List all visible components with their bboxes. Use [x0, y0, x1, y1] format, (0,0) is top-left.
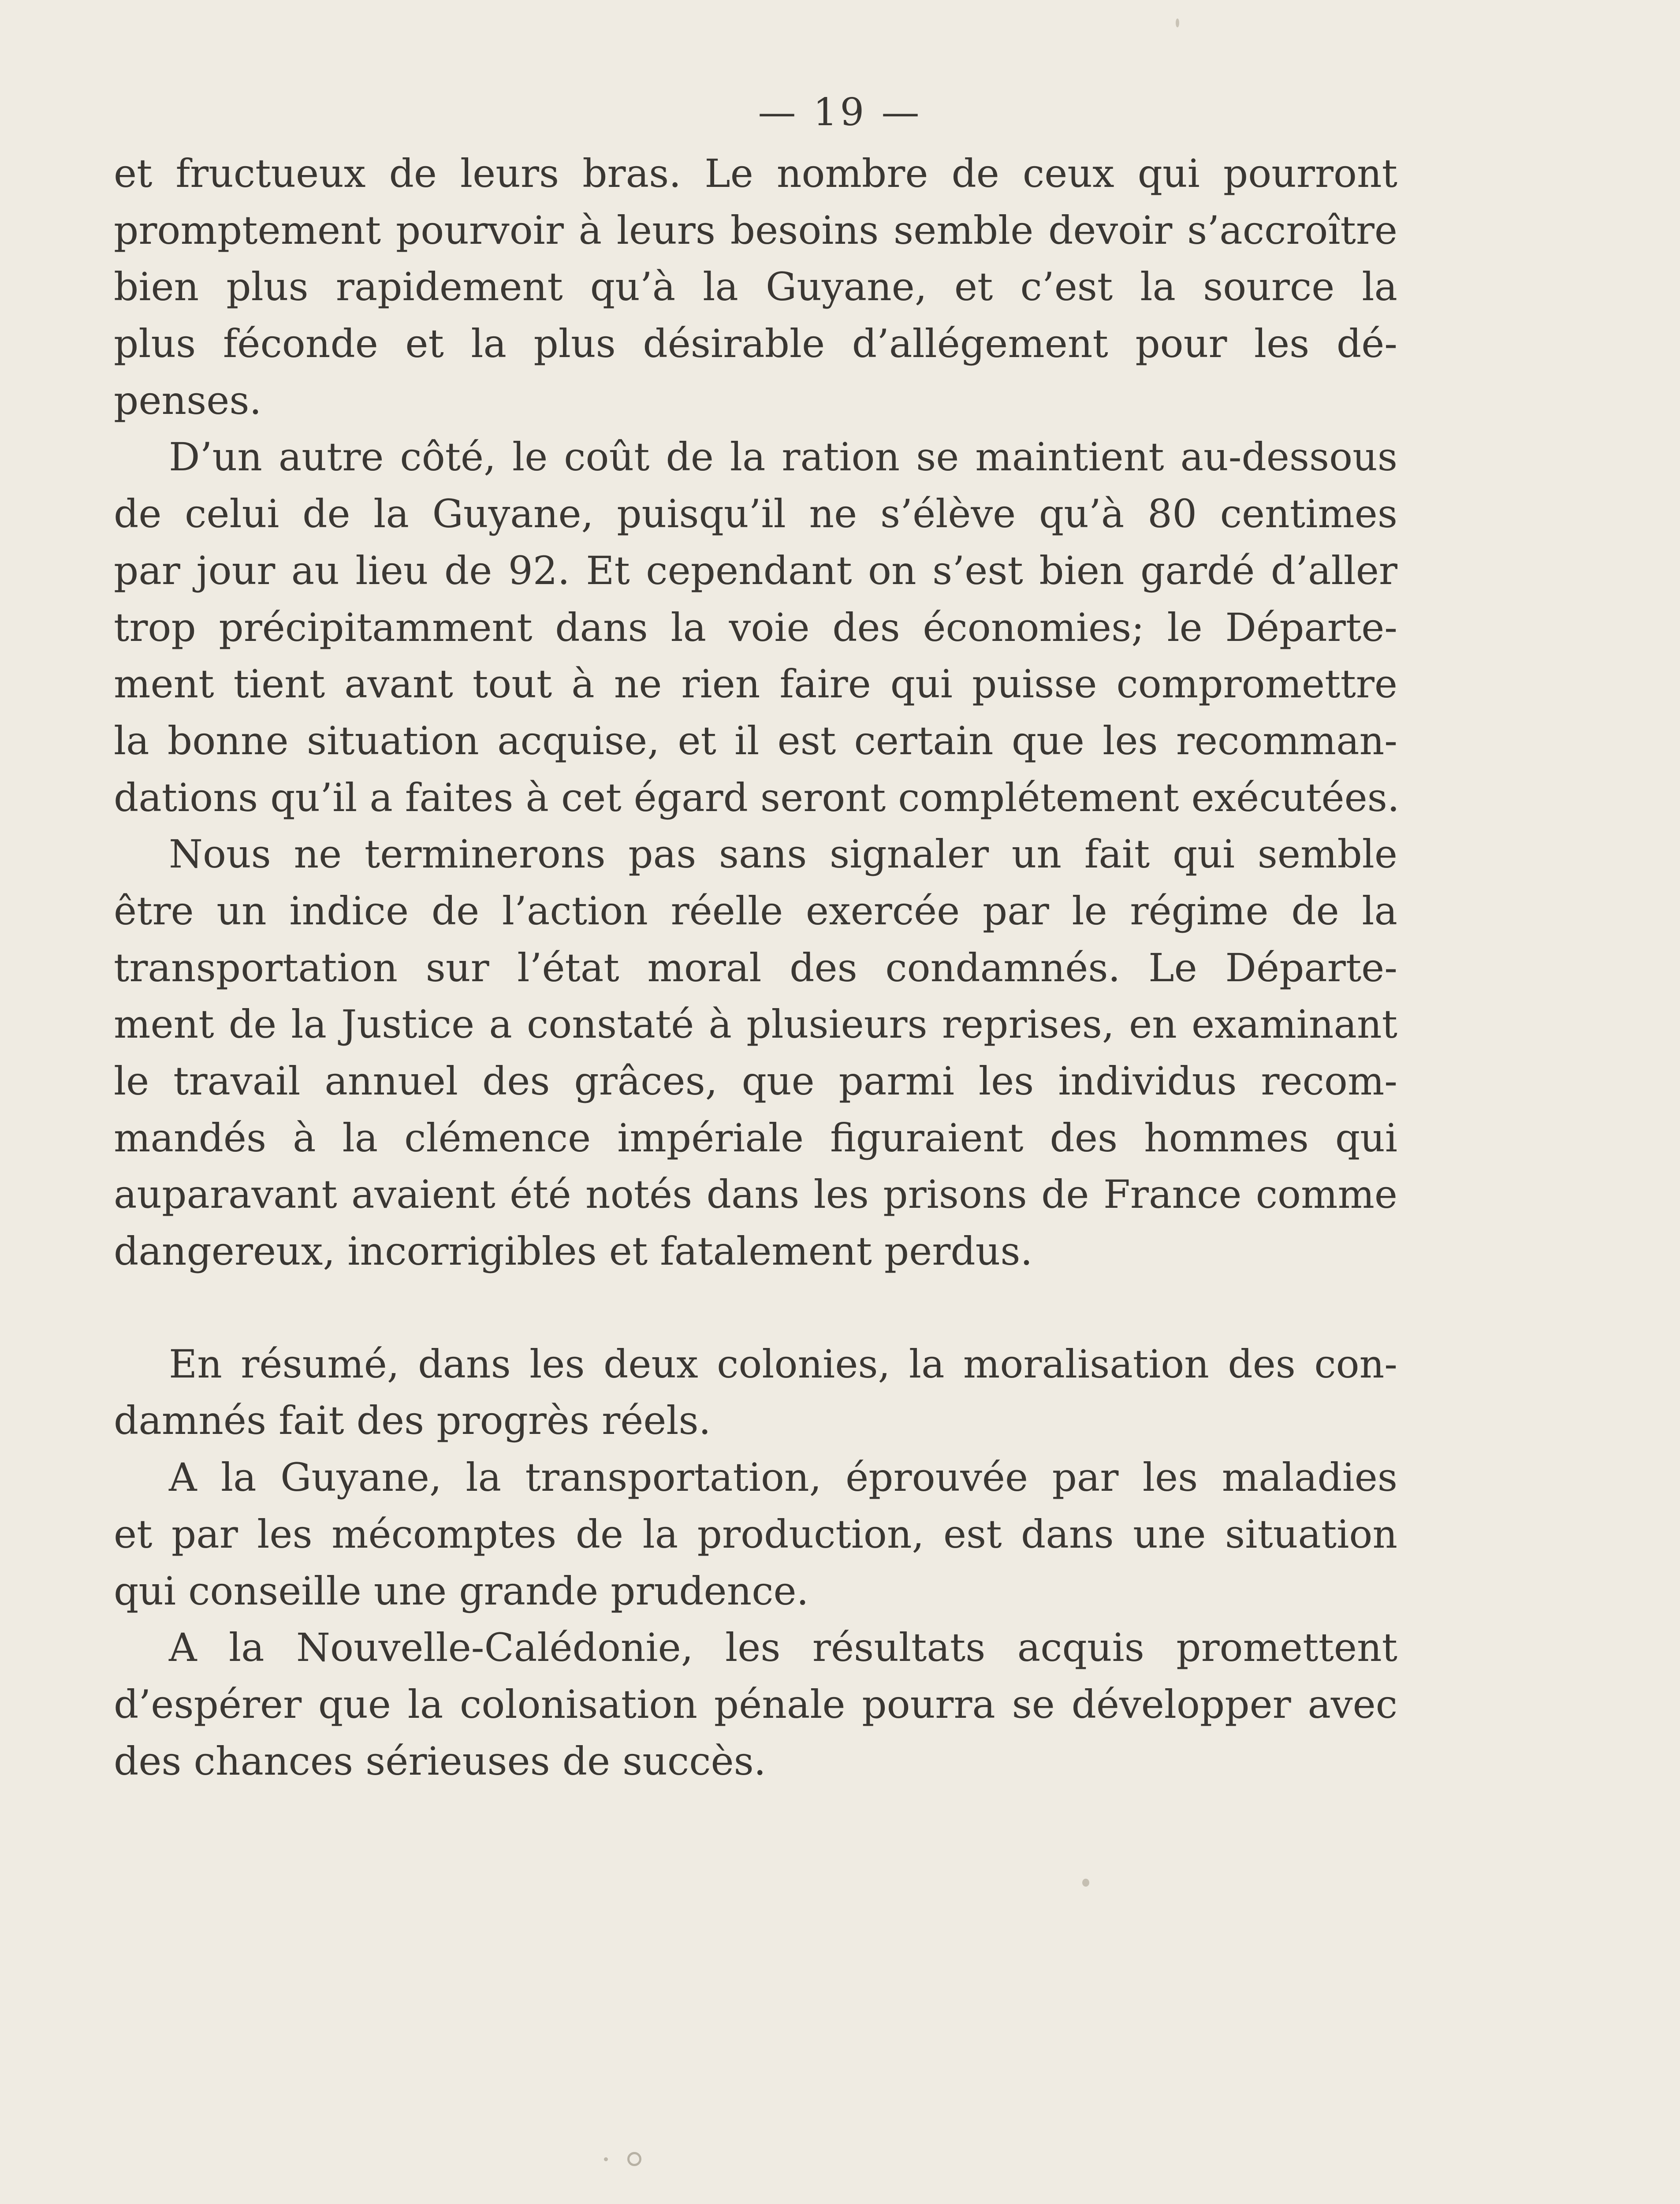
text-line: la bonne situation acquise, et il est certain que les recomman- [114, 718, 1397, 763]
text-line: mandés à la clémence impériale figuraient des hommes qui [114, 1115, 1397, 1161]
ring-mark [627, 2152, 641, 2166]
text-line: des chances sérieuses de succès. [114, 1738, 766, 1784]
text-line: ment de la Justice a constaté à plusieurs reprises, en examinant [114, 1001, 1397, 1047]
text-line: A la Guyane, la transportation, éprouvée par les maladies [169, 1455, 1397, 1500]
text-line: plus féconde et la plus désirable d’allégement pour les dé- [114, 321, 1397, 367]
text-line: et fructueux de leurs bras. Le nombre de ceux qui pourront [114, 151, 1397, 196]
text-line: A la Nouvelle-Calédonie, les résultats acquis promettent [169, 1625, 1397, 1671]
paper-speck [1082, 1879, 1089, 1887]
text-line: promptement pourvoir à leurs besoins semble devoir s’accroître [114, 207, 1397, 253]
page-number: — 19 — [758, 90, 922, 134]
text-line: d’espérer que la colonisation pénale pourra se développer avec [114, 1681, 1397, 1727]
text-line: penses. [114, 377, 262, 423]
text-line: par jour au lieu de 92. Et cependant on s’est bien gardé d’aller [114, 547, 1397, 593]
text-line: damnés fait des progrès réels. [114, 1398, 711, 1444]
text-line: de celui de la Guyane, puisqu’il ne s’élève qu’à 80 centimes [114, 491, 1397, 537]
text-line: dangereux, incorrigibles et fatalement perdus. [114, 1229, 1033, 1274]
text-line: auparavant avaient été notés dans les prisons de France comme [114, 1172, 1397, 1217]
text-line: être un indice de l’action réelle exercée par le régime de la [114, 888, 1397, 934]
text-line: trop précipitamment dans la voie des économies; le Départe- [114, 604, 1397, 650]
text-line: En résumé, dans les deux colonies, la moralisation des con- [169, 1341, 1397, 1387]
text-line: dations qu’il a faites à cet égard seront complétement exécutées. [114, 774, 1400, 820]
text-line: bien plus rapidement qu’à la Guyane, et c’est la source la [114, 264, 1397, 310]
text-line: qui conseille une grande prudence. [114, 1568, 809, 1614]
paper-speck [604, 2157, 608, 2161]
paper-speck [1176, 19, 1179, 27]
text-line: et par les mécomptes de la production, est dans une situation [114, 1511, 1397, 1557]
section-gap [114, 1280, 1397, 1336]
text-line: Nous ne terminerons pas sans signaler un fait qui semble [169, 831, 1397, 877]
text-line: le travail annuel des grâces, que parmi les individus recom- [114, 1058, 1397, 1104]
text-line: transportation sur l’état moral des condamnés. Le Départe- [114, 945, 1397, 990]
body-text [114, 145, 1400, 1790]
text-line: ment tient avant tout à ne rien faire qui puisse compromettre [114, 661, 1397, 707]
text-line: D’un autre côté, le coût de la ration se maintient au-dessous [169, 434, 1397, 480]
